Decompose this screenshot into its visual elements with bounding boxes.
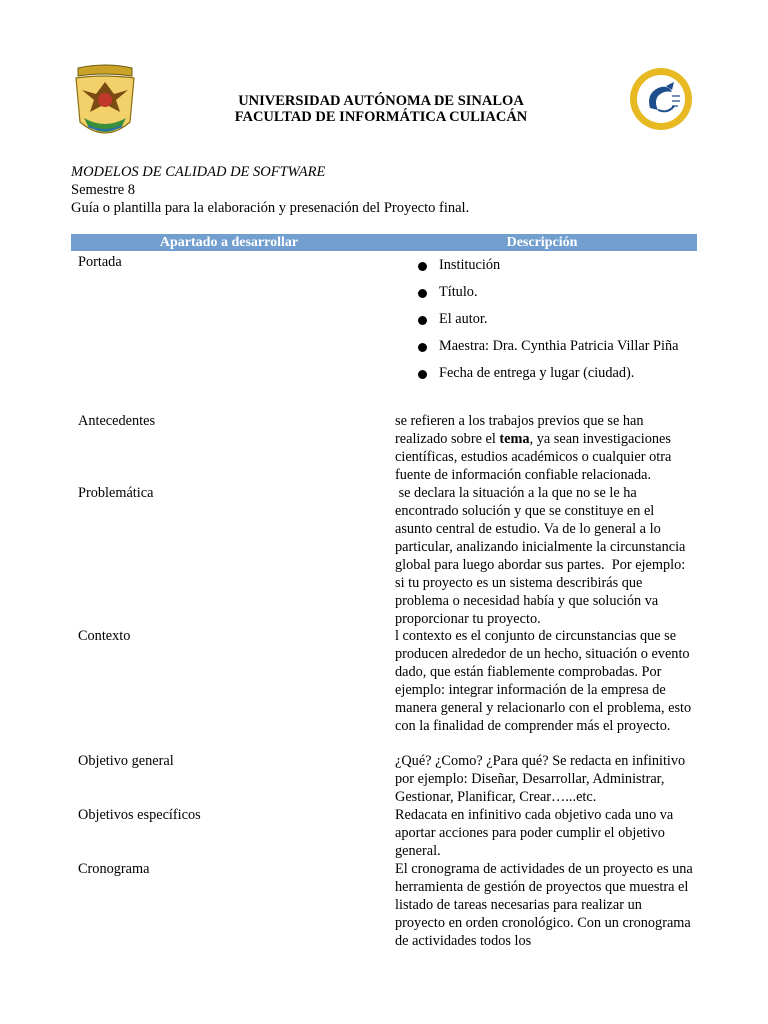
university-crest-logo — [70, 60, 140, 144]
cover-items-list — [395, 255, 695, 384]
section-label: Antecedentes — [78, 413, 156, 429]
section-description: se declara la situación a la que no se le ha encontrado solución y que se constituye en el asunto central de estudio. Va de lo general a lo particular, analizando inicialmente la circunstancia global para luego abordar sus partes. Por ejemplo: si tu proyecto es un sistema describirás que problema o necesidad había y que solución va proporcionar tu proyecto. — [395, 485, 689, 627]
university-name: UNIVERSIDAD AUTÓNOMA DE SINALOA — [238, 93, 524, 109]
semester-label: Semestre 8 — [71, 182, 136, 198]
bullet-icon — [418, 370, 427, 379]
document-meta — [71, 163, 469, 217]
column-header-description: Descripción — [506, 235, 578, 250]
table-header-row — [71, 234, 697, 251]
bullet-icon — [418, 262, 427, 271]
list-item: Institución — [395, 255, 695, 276]
list-item: Maestra: Dra. Cynthia Patricia Villar Piña — [395, 336, 695, 357]
section-description: El cronograma de actividades de un proyecto es una herramienta de gestión de proyectos que muestra el listado de tareas necesarias para realizar un proyecto en orden cronológico. Con un cronograma de actividades todos los — [395, 861, 693, 949]
course-title: MODELOS DE CALIDAD DE SOFTWARE — [71, 164, 326, 180]
section-label: Cronograma — [78, 861, 150, 877]
section-label: Contexto — [78, 628, 131, 644]
section-description — [395, 255, 695, 390]
section-label: Objetivos específicos — [78, 807, 201, 823]
bullet-icon — [418, 316, 427, 325]
section-description: l contexto es el conjunto de circunstancias que se producen alrededor de un hecho, situación o evento dado, que están fiablemente comprobadas. Por ejemplo: integrar información de la empresa de manera general y relacionarlo con el problema, esto con la finalidad de comprender más el proyecto. — [395, 628, 692, 734]
project-guide-table — [71, 234, 697, 949]
list-item: El autor. — [395, 309, 695, 330]
bullet-icon — [418, 289, 427, 298]
section-label: Portada — [78, 254, 122, 270]
section-description: ¿Qué? ¿Como? ¿Para qué? Se redacta en infinitivo por ejemplo: Diseñar, Desarrollar, Administrar, Gestionar, Planificar, Crear…...etc. — [395, 753, 686, 805]
faculty-name: FACULTAD DE INFORMÁTICA CULIACÁN — [234, 109, 528, 125]
section-label: Problemática — [78, 485, 154, 501]
column-header-section: Apartado a desarrollar — [159, 235, 299, 250]
bullet-icon — [418, 343, 427, 352]
list-item: Título. — [395, 282, 695, 303]
guide-description: Guía o plantilla para la elaboración y presenación del Proyecto final. — [71, 200, 470, 216]
list-item: Fecha de entrega y lugar (ciudad). — [395, 363, 695, 384]
section-description: Redacata en infinitivo cada objetivo cada uno va aportar acciones para poder cumplir el objetivo general. — [395, 807, 674, 859]
document-header — [140, 93, 622, 125]
faculty-round-logo — [628, 66, 694, 132]
section-description: se refieren a los trabajos previos que se han realizado sobre el tema, ya sean investigaciones científicas, estudios académicos o cualquier otra fuente de información confiable relacionada. — [395, 413, 672, 483]
section-label: Objetivo general — [78, 753, 174, 769]
